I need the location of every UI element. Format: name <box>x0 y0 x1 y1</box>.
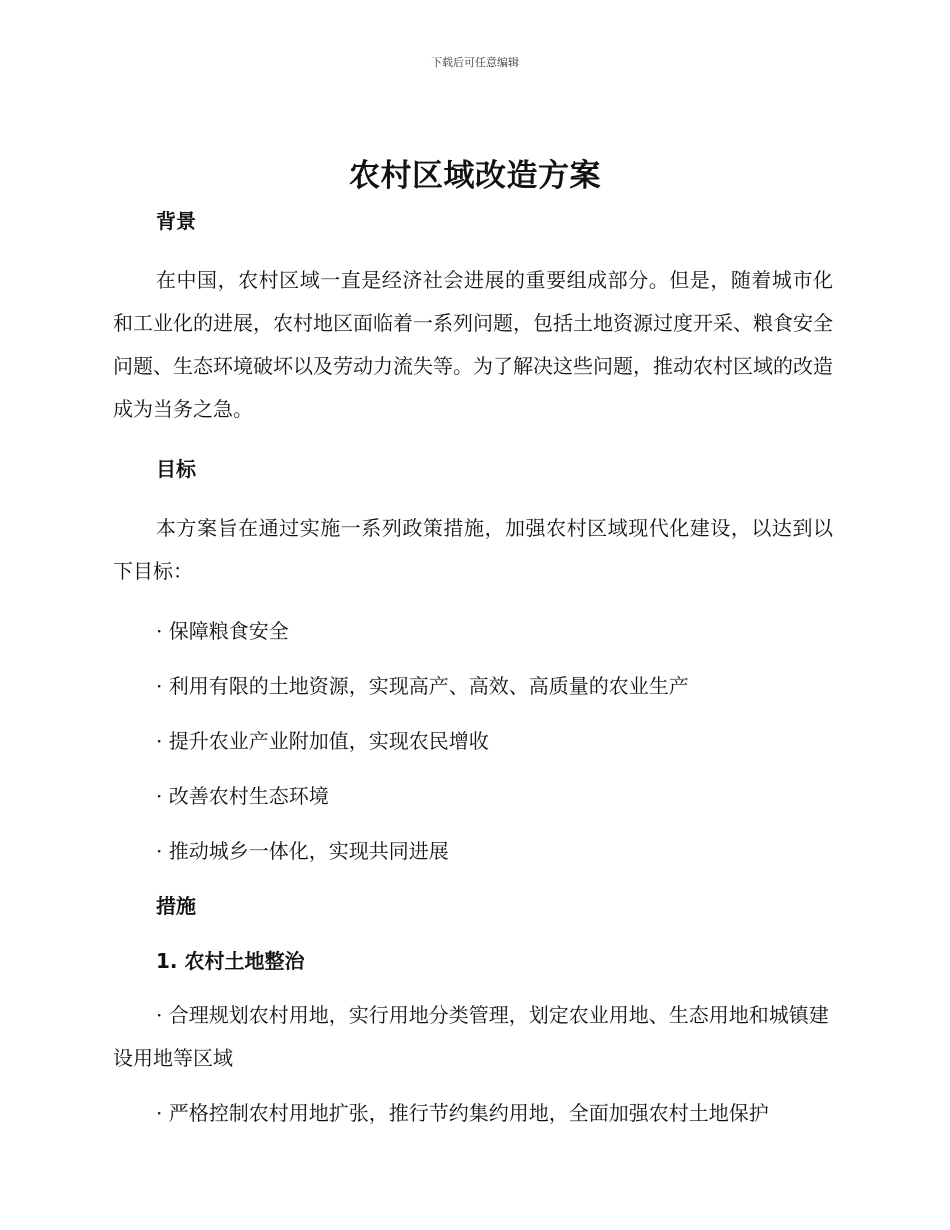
background-paragraph: 在中国，农村区域一直是经济社会进展的重要组成部分。但是，随着城市化和工业化的进展，农村地区面临着一系列问题，包括土地资源过度开采、粮食安全问题、生态环境破坏以及劳动力流失等。为了解决这些问题，推动农村区域的改造成为当务之急。 <box>113 268 833 421</box>
document-title: 农村区域改造方案 <box>349 158 601 194</box>
section-heading-goals: 目标 <box>156 457 196 481</box>
section-heading-measures: 措施 <box>156 894 196 918</box>
measure-item: · 合理规划农村用地，实行用地分类管理，划定农业用地、生态用地和城镇建设用地等区域 <box>113 1003 829 1070</box>
goal-item: · 推动城乡一体化，实现共同进展 <box>156 839 449 863</box>
measure-subheading-land: 1. 农村土地整治 <box>156 949 305 973</box>
header-note: 下载后可任意编辑 <box>431 56 519 69</box>
goals-paragraph: 本方案旨在通过实施一系列政策措施，加强农村区域现代化建设，以达到以下目标： <box>113 516 833 583</box>
section-heading-background: 背景 <box>156 209 196 233</box>
document-body <box>113 204 833 1147</box>
goal-item: · 保障粮食安全 <box>156 619 289 643</box>
goal-item: · 利用有限的土地资源，实现高产、高效、高质量的农业生产 <box>156 674 689 698</box>
goal-item: · 改善农村生态环境 <box>156 784 329 808</box>
measure-item: · 严格控制农村用地扩张，推行节约集约用地，全面加强农村土地保护 <box>156 1101 769 1125</box>
goal-item: · 提升农业产业附加值，实现农民增收 <box>156 729 489 753</box>
